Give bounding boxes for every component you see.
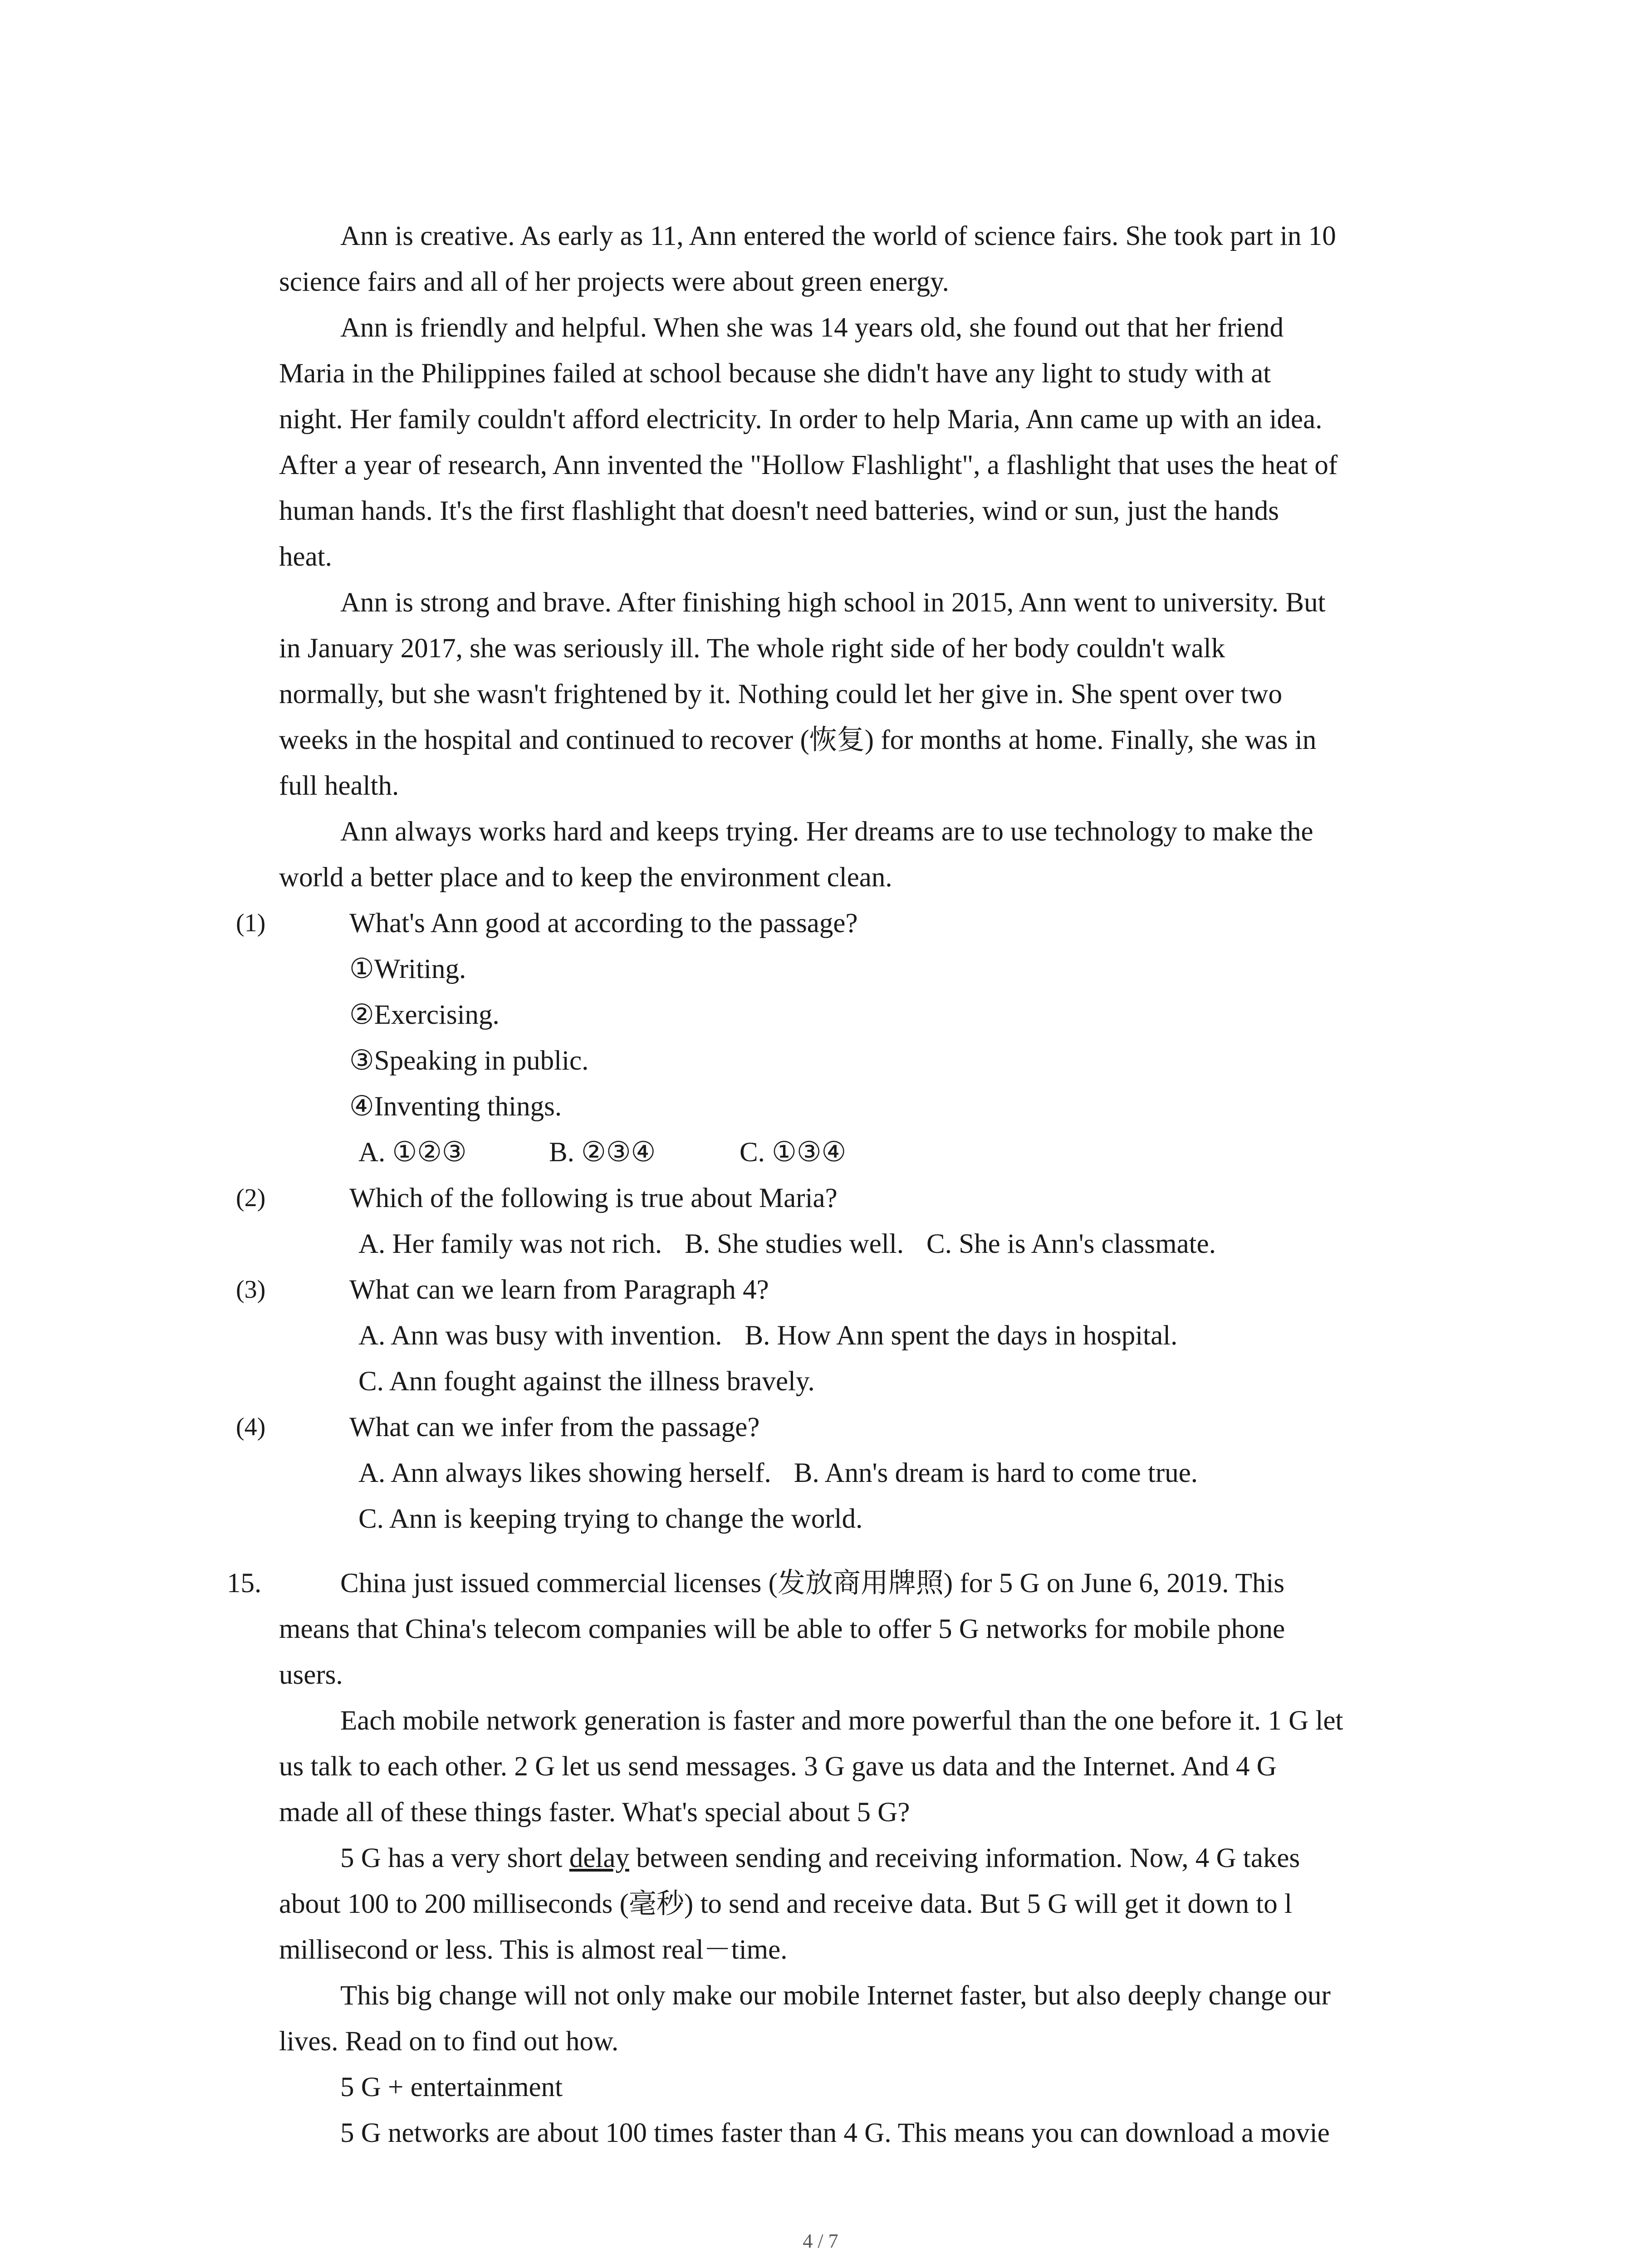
- passage-b-p3-line3: millisecond or less. This is almost real－time.: [279, 1935, 788, 1965]
- passage-a-p3-line2: in January 2017, she was seriously ill. The whole right side of her body couldn't walk: [279, 633, 1225, 664]
- passage-b-p2-line3: made all of these things faster. What's special about 5 G?: [279, 1797, 910, 1828]
- passage-a-p1-line2: science fairs and all of her projects were about green energy.: [279, 267, 949, 297]
- passage-b-p1-line3: users.: [279, 1660, 343, 1690]
- passage-b-p3-pre: 5 G has a very short: [340, 1843, 569, 1873]
- question-2-text: Which of the following is true about Maria?: [349, 1183, 838, 1213]
- question-1-choice-a: A. ①②③: [358, 1137, 467, 1168]
- question-4-number: (4): [236, 1413, 266, 1441]
- question-1-item-2: ②Exercising.: [349, 1000, 500, 1030]
- question-15-number: 15.: [227, 1568, 262, 1598]
- passage-a-p2-line5: human hands. It's the first flashlight that doesn't need batteries, wind or sun, just the hands: [279, 496, 1279, 526]
- passage-a-p4-line1: Ann always works hard and keeps trying. Her dreams are to use technology to make the: [340, 816, 1313, 847]
- question-3-text: What can we learn from Paragraph 4?: [349, 1275, 769, 1305]
- passage-b-p2-line1: Each mobile network generation is faster and more powerful than the one before it. 1 G let: [340, 1706, 1343, 1736]
- passage-a-p1-line1: Ann is creative. As early as 11, Ann entered the world of science fairs. She took part in 10: [340, 221, 1336, 251]
- passage-a-p3-line4: weeks in the hospital and continued to recover (恢复) for months at home. Finally, she was in: [279, 725, 1317, 755]
- page-number: 4 / 7: [803, 2230, 838, 2252]
- question-4-choice-a: A. Ann always likes showing herself.: [358, 1458, 771, 1488]
- question-1-number: (1): [236, 909, 266, 937]
- question-1-choice-b: B. ②③④: [549, 1137, 656, 1168]
- passage-b-p3-line2: about 100 to 200 milliseconds (毫秒) to send and receive data. But 5 G will get it down to l: [279, 1889, 1292, 1919]
- question-3-choice-c: C. Ann fought against the illness bravely.: [358, 1366, 815, 1397]
- underlined-word-delay: delay: [569, 1843, 629, 1873]
- question-4-choice-c: C. Ann is keeping trying to change the world.: [358, 1504, 863, 1534]
- passage-a-p3-line1: Ann is strong and brave. After finishing high school in 2015, Ann went to university. But: [340, 587, 1326, 618]
- question-3-choice-b: B. How Ann spent the days in hospital.: [745, 1320, 1178, 1351]
- question-2-number: (2): [236, 1184, 266, 1212]
- passage-b-p2-line2: us talk to each other. 2 G let us send messages. 3 G gave us data and the Internet. And 4 G: [279, 1751, 1277, 1782]
- question-1-choice-c: C. ①③④: [740, 1137, 847, 1168]
- passage-a-p2-line3: night. Her family couldn't afford electricity. In order to help Maria, Ann came up with an idea.: [279, 404, 1323, 435]
- passage-a-p2-line1: Ann is friendly and helpful. When she was 14 years old, she found out that her friend: [340, 313, 1284, 343]
- question-2-choices: [358, 1221, 1216, 1267]
- passage-b-p1-line2: means that China's telecom companies will be able to offer 5 G networks for mobile phone: [279, 1614, 1285, 1644]
- question-1-item-1: ①Writing.: [349, 954, 466, 984]
- question-4-choice-b: B. Ann's dream is hard to come true.: [794, 1458, 1198, 1488]
- passage-a-p2-line4: After a year of research, Ann invented the "Hollow Flashlight", a flashlight that uses the heat of: [279, 450, 1338, 480]
- passage-a-p4-line2: world a better place and to keep the environment clean.: [279, 862, 892, 893]
- question-1-item-4: ④Inventing things.: [349, 1091, 562, 1122]
- question-2-choice-b: B. She studies well.: [685, 1229, 904, 1259]
- passage-a-p3-line3: normally, but she wasn't frightened by it. Nothing could let her give in. She spent over two: [279, 679, 1283, 709]
- passage-a-p2-line6: heat.: [279, 542, 332, 572]
- question-1-item-3: ③Speaking in public.: [349, 1046, 589, 1076]
- question-3-choices-row1: [358, 1313, 1177, 1359]
- passage-a-p3-line5: full health.: [279, 771, 399, 801]
- passage-b-p1-line1: China just issued commercial licenses (发放商用牌照) for 5 G on June 6, 2019. This: [340, 1568, 1285, 1598]
- passage-b-p3-line1: [340, 1835, 1300, 1881]
- passage-b-p3-post: between sending and receiving information. Now, 4 G takes: [629, 1843, 1300, 1873]
- passage-b-p4-line1: This big change will not only make our mobile Internet faster, but also deeply change our: [340, 1980, 1331, 2011]
- question-2-choice-a: A. Her family was not rich.: [358, 1229, 662, 1259]
- question-2-choice-c: C. She is Ann's classmate.: [926, 1229, 1216, 1259]
- question-4-text: What can we infer from the passage?: [349, 1412, 760, 1442]
- question-3-choice-a: A. Ann was busy with invention.: [358, 1320, 722, 1351]
- question-1-text: What's Ann good at according to the passage?: [349, 908, 858, 938]
- passage-b-p4-line2: lives. Read on to find out how.: [279, 2026, 619, 2057]
- passage-a-p2-line2: Maria in the Philippines failed at school because she didn't have any light to study with at: [279, 358, 1271, 389]
- passage-b-p5-line1: 5 G networks are about 100 times faster than 4 G. This means you can download a movie: [340, 2118, 1330, 2148]
- section-heading: 5 G + entertainment: [340, 2072, 563, 2102]
- question-3-number: (3): [236, 1276, 266, 1304]
- question-1-choices: [358, 1129, 846, 1175]
- question-4-choices-row1: [358, 1450, 1198, 1496]
